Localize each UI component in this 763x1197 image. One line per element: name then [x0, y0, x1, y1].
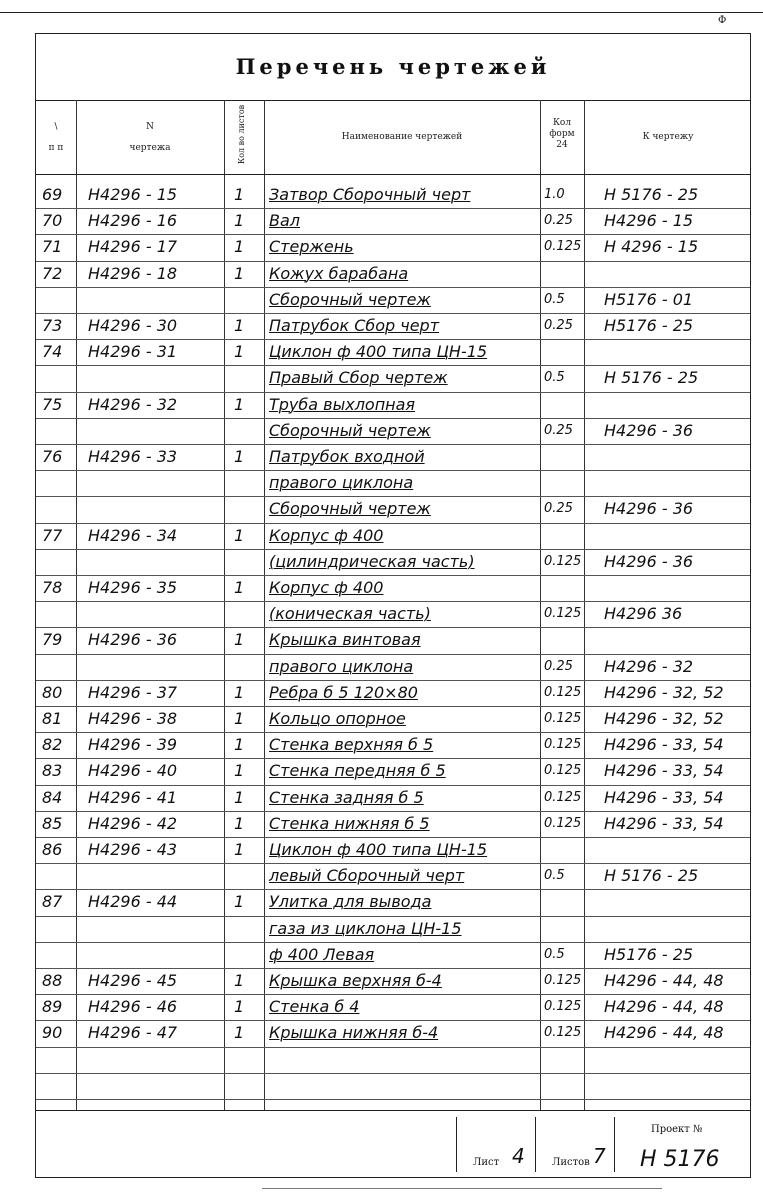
header-format-2: форм	[549, 129, 575, 139]
drawing-name: Циклон ф 400 типа ЦН-15	[269, 342, 488, 362]
table-row	[36, 444, 750, 471]
drawing-number: Н4296 - 17	[88, 237, 178, 257]
sheet-count: 1	[234, 578, 245, 597]
row-number: 73	[42, 316, 63, 335]
reference-drawing: Н 5176 - 25	[604, 866, 699, 886]
header-format-3: 24	[556, 140, 568, 150]
reference-drawing: Н5176 - 25	[604, 944, 694, 964]
corner-mark: Ф	[718, 15, 727, 26]
drawing-name: (цилиндрическая часть)	[269, 551, 475, 571]
header-rule	[36, 174, 750, 175]
table-row	[36, 470, 750, 497]
drawing-name: Труба выхлопная	[269, 394, 416, 414]
row-number: 78	[42, 578, 63, 597]
header-drawing-bottom: чертежа	[129, 143, 171, 153]
table-row	[36, 313, 750, 340]
sheet-count: 1	[234, 394, 245, 414]
sheet-count: 1	[234, 761, 245, 781]
drawing-number: Н4296 - 45	[88, 971, 178, 990]
reference-drawing: Н4296 - 32	[604, 656, 694, 676]
footer-rule	[36, 1110, 750, 1111]
format-count: 0.125	[544, 1025, 582, 1041]
row-number: 76	[42, 447, 63, 466]
reference-drawing: Н4296 36	[604, 604, 683, 624]
table-row	[36, 208, 750, 235]
stamp-divider	[456, 1117, 457, 1172]
sheet-count: 1	[234, 1023, 245, 1043]
drawing-number: Н4296 - 33	[88, 447, 178, 466]
sheet-count: 1	[234, 630, 245, 650]
format-count: 0.5	[544, 946, 565, 962]
top-rule	[0, 12, 763, 13]
table-row	[36, 889, 750, 916]
reference-drawing: Н4296 - 15	[604, 211, 694, 231]
drawing-number: Н4296 - 38	[88, 709, 178, 728]
title-rule	[36, 100, 750, 101]
reference-drawing: Н4296 - 44, 48	[604, 1023, 724, 1043]
format-count: 0.25	[544, 422, 573, 438]
reference-drawing: Н4296 - 33, 54	[604, 787, 724, 807]
drawing-name: Стенка б 4	[269, 997, 360, 1017]
sheet-count: 1	[234, 840, 245, 859]
table-row	[36, 496, 750, 523]
sheet-count: 1	[234, 682, 245, 702]
drawing-number: Н4296 - 40	[88, 761, 178, 781]
sheet-count: 1	[234, 735, 245, 755]
sheets-label: Листов	[552, 1157, 590, 1168]
stamp-divider	[535, 1117, 536, 1172]
sheet-count: 1	[234, 447, 245, 466]
drawing-name: Стенка передняя б 5	[269, 761, 446, 781]
sheets-value: 7	[593, 1144, 606, 1168]
drawing-number: Н4296 - 35	[88, 578, 178, 597]
drawing-name: (коническая часть)	[269, 604, 431, 624]
format-count: 0.25	[544, 213, 573, 229]
drawing-number: Н4296 - 47	[88, 1023, 178, 1043]
format-count: 0.5	[544, 370, 565, 386]
table-row	[36, 863, 750, 890]
table-row	[36, 1073, 750, 1100]
drawing-number: Н4296 - 43	[88, 840, 178, 859]
sheet-count: 1	[234, 971, 245, 990]
sheet-count: 1	[234, 525, 245, 545]
drawing-number: Н4296 - 46	[88, 997, 178, 1017]
reference-drawing: Н4296 - 33, 54	[604, 761, 724, 781]
drawing-name: Крышка нижняя б-4	[269, 1023, 439, 1043]
table-row	[36, 916, 750, 943]
header-ref: К чертежу	[642, 132, 694, 142]
header-drawing	[76, 122, 224, 154]
format-count: 0.125	[544, 999, 582, 1015]
table-row	[36, 968, 750, 995]
format-count: 0.125	[544, 606, 582, 622]
format-count: 0.125	[544, 239, 582, 255]
format-count: 0.125	[544, 815, 582, 831]
page-title: Перечень чертежей	[235, 54, 551, 79]
drawing-name: Крышка винтовая	[269, 630, 421, 650]
drawing-name: Стенка нижняя б 5	[269, 813, 430, 833]
drawing-name: Правый Сбор чертеж	[269, 368, 448, 388]
header-index	[36, 122, 76, 154]
sheet-count: 1	[234, 211, 245, 231]
row-number: 84	[42, 787, 63, 807]
table-row	[36, 811, 750, 838]
reference-drawing: Н 5176 - 25	[604, 185, 699, 204]
row-number: 77	[42, 525, 63, 545]
drawing-number: Н4296 - 39	[88, 735, 178, 755]
row-number: 82	[42, 735, 63, 755]
header-index-top: \	[54, 122, 58, 132]
table-row	[36, 706, 750, 733]
drawing-name: Затвор Сборочный черт	[269, 185, 471, 204]
drawing-frame	[35, 33, 751, 1178]
drawing-name: Сборочный чертеж	[269, 289, 431, 309]
reference-drawing: Н 5176 - 25	[604, 368, 699, 388]
project-label: Проект №	[651, 1124, 703, 1135]
table-row	[36, 758, 750, 785]
drawing-name: Крышка верхняя б-4	[269, 971, 442, 990]
drawing-number: Н4296 - 44	[88, 892, 178, 912]
reference-drawing: Н4296 - 36	[604, 499, 694, 519]
table-row	[36, 575, 750, 602]
table-row	[36, 418, 750, 445]
sheet-count: 1	[234, 263, 245, 283]
drawing-name: левый Сборочный черт	[269, 866, 465, 886]
table-row	[36, 785, 750, 812]
sheet-count: 1	[234, 813, 245, 833]
drawing-number: Н4296 - 31	[88, 342, 178, 362]
table-row	[36, 261, 750, 288]
sheet-value: 4	[512, 1144, 525, 1168]
row-number: 71	[42, 237, 63, 257]
reference-drawing: Н4296 - 32, 52	[604, 709, 724, 728]
drawing-name: правого циклона	[269, 656, 414, 676]
drawing-name: Патрубок Сбор черт	[269, 316, 440, 335]
table-row	[36, 680, 750, 707]
drawing-name: Стенка задняя б 5	[269, 787, 424, 807]
sheet-count: 1	[234, 316, 245, 335]
drawing-number: Н4296 - 37	[88, 682, 178, 702]
format-count: 0.25	[544, 658, 573, 674]
drawing-name: Стержень	[269, 237, 354, 257]
table-row	[36, 627, 750, 654]
row-number: 83	[42, 761, 63, 781]
table-row	[36, 1020, 750, 1047]
drawing-number: Н4296 - 16	[88, 211, 178, 231]
table-row	[36, 182, 750, 209]
row-number: 87	[42, 892, 63, 912]
row-number: 79	[42, 630, 63, 650]
row-number: 81	[42, 709, 63, 728]
reference-drawing: Н4296 - 36	[604, 420, 694, 440]
header-name: Наименование чертежей	[341, 132, 463, 142]
format-count: 1.0	[544, 187, 565, 202]
table-row	[36, 392, 750, 419]
sheet-count: 1	[234, 342, 245, 362]
header-qty: Кол во листов	[237, 104, 246, 164]
header-format	[540, 118, 584, 151]
table-row	[36, 654, 750, 681]
row-number: 90	[42, 1023, 63, 1043]
row-number: 69	[42, 185, 63, 204]
drawing-name: газа из циклона ЦН-15	[269, 918, 462, 938]
drawing-name: Ребра б 5 120×80	[269, 682, 418, 702]
reference-drawing: Н4296 - 32, 52	[604, 682, 724, 702]
sheet-count: 1	[234, 787, 245, 807]
table-row	[36, 1047, 750, 1074]
reference-drawing: Н4296 - 44, 48	[604, 997, 724, 1017]
row-number: 86	[42, 840, 63, 859]
row-number: 74	[42, 342, 63, 362]
format-count: 0.125	[544, 737, 582, 753]
row-number: 85	[42, 813, 63, 833]
sheet-count: 1	[234, 185, 245, 204]
format-count: 0.125	[544, 973, 582, 988]
reference-drawing: Н4296 - 36	[604, 551, 694, 571]
drawing-name: Корпус ф 400	[269, 578, 384, 597]
header-drawing-top: N	[146, 122, 154, 132]
format-count: 0.125	[544, 789, 582, 805]
table-row	[36, 837, 750, 864]
sheet-count: 1	[234, 997, 245, 1017]
sheet-count: 1	[234, 709, 245, 728]
drawing-number: Н4296 - 18	[88, 263, 178, 283]
sheet-count: 1	[234, 892, 245, 912]
drawing-name: Патрубок входной	[269, 447, 425, 466]
format-count: 0.5	[544, 868, 565, 884]
format-count: 0.125	[544, 684, 582, 700]
reference-drawing: Н4296 - 33, 54	[604, 813, 724, 833]
drawing-number: Н4296 - 36	[88, 630, 178, 650]
row-number: 80	[42, 682, 63, 702]
drawing-number: Н4296 - 41	[88, 787, 178, 807]
table-row	[36, 549, 750, 576]
drawing-name: Стенка верхняя б 5	[269, 735, 434, 755]
drawing-number: Н4296 - 30	[88, 316, 178, 335]
drawing-name: Вал	[269, 211, 301, 231]
row-number: 70	[42, 211, 63, 231]
table-row	[36, 601, 750, 628]
table-row	[36, 287, 750, 314]
drawing-name: Сборочный чертеж	[269, 499, 431, 519]
format-count: 0.125	[544, 553, 582, 569]
table-row	[36, 942, 750, 969]
drawing-name: ф 400 Левая	[269, 944, 375, 964]
drawing-number: Н4296 - 15	[88, 185, 178, 204]
drawing-name: правого циклона	[269, 473, 414, 493]
format-count: 0.125	[544, 711, 582, 726]
row-number: 89	[42, 997, 63, 1017]
format-count: 0.125	[544, 763, 582, 779]
drawing-name: Циклон ф 400 типа ЦН-15	[269, 840, 488, 859]
row-number: 72	[42, 263, 63, 283]
reference-drawing: Н4296 - 44, 48	[604, 971, 724, 990]
row-number: 75	[42, 394, 63, 414]
sheet-label: Лист	[473, 1157, 500, 1168]
drawing-name: Сборочный чертеж	[269, 420, 431, 440]
table-row	[36, 234, 750, 261]
format-count: 0.5	[544, 291, 565, 307]
table-row	[36, 339, 750, 366]
drawing-name: Кожух барабана	[269, 263, 409, 283]
row-number: 88	[42, 971, 63, 990]
bottom-rule	[262, 1188, 662, 1189]
format-count: 0.25	[544, 318, 573, 333]
reference-drawing: Н 4296 - 15	[604, 237, 699, 257]
table-row	[36, 365, 750, 392]
table-row	[36, 523, 750, 550]
drawing-number: Н4296 - 34	[88, 525, 178, 545]
reference-drawing: Н4296 - 33, 54	[604, 735, 724, 755]
drawing-name: Улитка для вывода	[269, 892, 432, 912]
table-row	[36, 732, 750, 759]
drawing-name: Кольцо опорное	[269, 709, 406, 728]
drawing-name: Корпус ф 400	[269, 525, 384, 545]
header-format-1: Кол	[552, 118, 572, 128]
table-row	[36, 994, 750, 1021]
project-value: Н 5176	[640, 1147, 720, 1172]
stamp-divider	[614, 1117, 615, 1172]
drawing-number: Н4296 - 42	[88, 813, 178, 833]
reference-drawing: Н5176 - 01	[604, 289, 694, 309]
reference-drawing: Н5176 - 25	[604, 316, 694, 335]
format-count: 0.25	[544, 501, 573, 517]
drawing-number: Н4296 - 32	[88, 394, 178, 414]
sheet-count: 1	[234, 237, 245, 257]
header-index-bottom: п п	[48, 143, 64, 153]
